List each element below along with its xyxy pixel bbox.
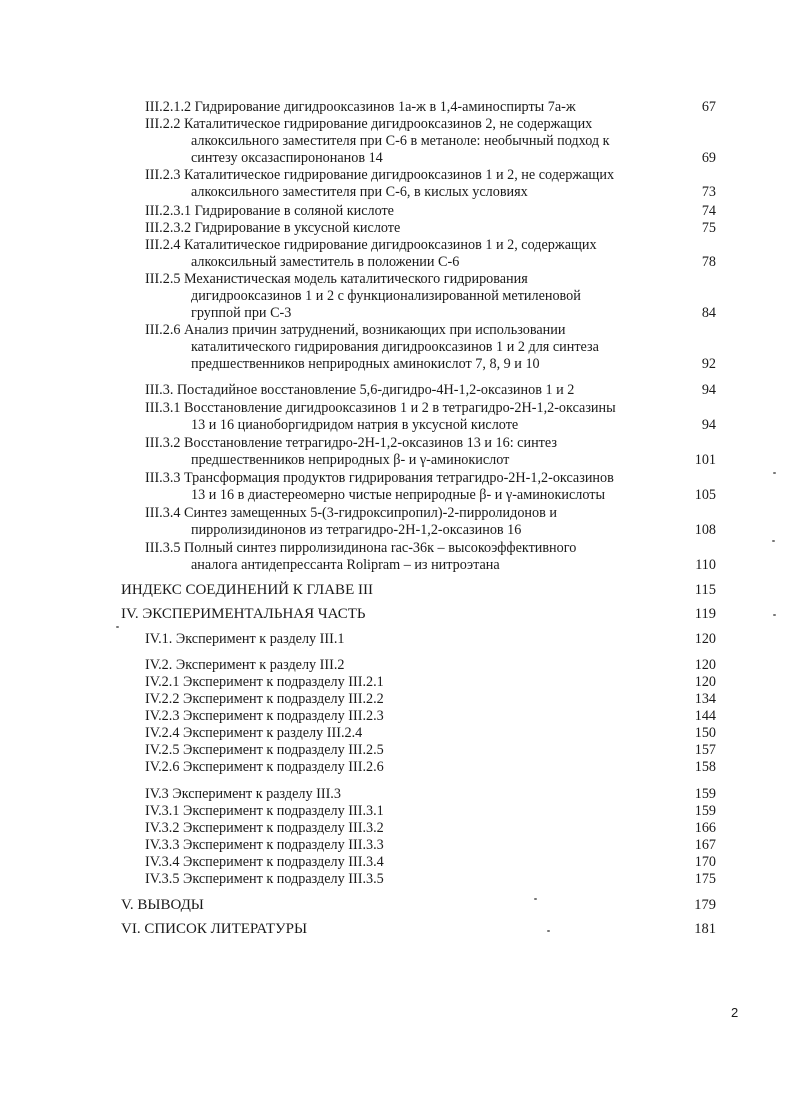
page-number: 2 xyxy=(731,1005,739,1020)
toc-entry-text: пирролизидинонов из тетрагидро-2H-1,2-оксазинов 16 xyxy=(191,522,522,538)
toc-entry-text: IV.2.3 Эксперимент к подразделу III.2.3 xyxy=(145,708,384,724)
toc-entry-page: 120 xyxy=(694,674,716,690)
toc-entry-text: III.3.3 Трансформация продуктов гидрирования тетрагидро-2H-1,2-оксазинов xyxy=(145,470,614,486)
toc-entry-text: алкоксильного заместителя при С-6, в кислых условиях xyxy=(191,184,528,200)
toc-entry-text: IV.2.2 Эксперимент к подразделу III.2.2 xyxy=(145,691,384,707)
scan-speck xyxy=(534,898,537,900)
toc-entry-text: IV. ЭКСПЕРИМЕНТАЛЬНАЯ ЧАСТЬ xyxy=(121,606,366,622)
scan-speck xyxy=(772,540,775,542)
toc-entry-page: 101 xyxy=(694,452,716,468)
toc-entry-page: 120 xyxy=(694,657,716,673)
toc-entry-text: III.2.3 Каталитическое гидрирование дигидрооксазинов 1 и 2, не содержащих xyxy=(145,167,615,183)
toc-entry-page: 115 xyxy=(694,582,716,598)
toc-entry-page: 110 xyxy=(695,557,716,573)
toc-entry-page: 105 xyxy=(694,487,716,503)
toc-entry-text: предшественников неприродных β- и γ-аминокислот xyxy=(191,452,510,468)
toc-entry-text: IV.3.2 Эксперимент к подразделу III.3.2 xyxy=(145,820,384,836)
toc-entry-page: 74 xyxy=(701,203,716,219)
toc-entry-text: IV.2.5 Эксперимент к подразделу III.2.5 xyxy=(145,742,384,758)
toc-entry-page: 144 xyxy=(694,708,716,724)
toc-entry-page: 94 xyxy=(701,417,716,433)
toc-entry-page: 119 xyxy=(694,606,716,622)
toc-entry-page: 134 xyxy=(694,691,716,707)
toc-entry-text: IV.3.5 Эксперимент к подразделу III.3.5 xyxy=(145,871,384,887)
toc-entry-page: 181 xyxy=(694,921,716,937)
toc-entry-page: 179 xyxy=(694,897,716,913)
toc-entry-text: III.2.3.1 Гидрирование в соляной кислоте xyxy=(145,203,394,219)
toc-entry-text: IV.2. Эксперимент к разделу III.2 xyxy=(145,657,345,673)
toc-entry-text: IV.2.1 Эксперимент к подразделу III.2.1 xyxy=(145,674,384,690)
toc-entry-page: 94 xyxy=(701,382,716,398)
toc-entry-text: синтезу оксазаспирононанов 14 xyxy=(191,150,383,166)
toc-entry-text: III.2.2 Каталитическое гидрирование дигидрооксазинов 2, не содержащих xyxy=(145,116,593,132)
toc-entry-text: III.3.5 Полный синтез пирролизидинона rac-36к – высокоэффективного xyxy=(145,540,577,556)
toc-entry-page: 159 xyxy=(694,803,716,819)
toc-entry-page: 157 xyxy=(694,742,716,758)
toc-entry-text: V. ВЫВОДЫ xyxy=(121,897,204,913)
toc-entry-text: III.3.2 Восстановление тетрагидро-2H-1,2-оксазинов 13 и 16: синтез xyxy=(145,435,557,451)
toc-entry-text: предшественников неприродных аминокислот 7, 8, 9 и 10 xyxy=(191,356,540,372)
toc-entry-text: III.2.3.2 Гидрирование в уксусной кислоте xyxy=(145,220,401,236)
toc-entry-page: 67 xyxy=(701,99,716,115)
toc-entry-text: III.2.6 Анализ причин затруднений, возникающих при использовании xyxy=(145,322,566,338)
toc-entry-text: III.2.1.2 Гидрирование дигидрооксазинов 1а-ж в 1,4-аминоспирты 7а-ж xyxy=(145,99,576,115)
toc-entry-text: каталитического гидрирования дигидрооксазинов 1 и 2 для синтеза xyxy=(191,339,599,355)
toc-entry-text: алкоксильный заместитель в положении С-6 xyxy=(191,254,460,270)
scan-speck xyxy=(547,930,550,932)
toc-entry-text: III.2.4 Каталитическое гидрирование дигидрооксазинов 1 и 2, содержащих xyxy=(145,237,597,253)
toc-entry-text: III.3. Постадийное восстановление 5,6-дигидро-4H-1,2-оксазинов 1 и 2 xyxy=(145,382,575,398)
toc-entry-text: 13 и 16 в диастереомерно чистые неприродные β- и γ-аминокислоты xyxy=(191,487,605,503)
scan-speck xyxy=(773,614,776,616)
toc-entry-page: 73 xyxy=(701,184,716,200)
scan-speck xyxy=(773,472,776,474)
toc-entry-text: аналога антидепрессанта Rolipram – из нитроэтана xyxy=(191,557,500,573)
toc-entry-text: IV.2.4 Эксперимент к разделу III.2.4 xyxy=(145,725,363,741)
toc-entry-page: 92 xyxy=(701,356,716,372)
toc-entry-page: 75 xyxy=(701,220,716,236)
toc-entry-text: IV.1. Эксперимент к разделу III.1 xyxy=(145,631,345,647)
toc-entry-text: алкоксильного заместителя при С-6 в метаноле: необычный подход к xyxy=(191,133,610,149)
toc-entry-page: 158 xyxy=(694,759,716,775)
toc-entry-page: 108 xyxy=(694,522,716,538)
toc-entry-page: 167 xyxy=(694,837,716,853)
toc-entry-text: IV.2.6 Эксперимент к подразделу III.2.6 xyxy=(145,759,384,775)
toc-entry-page: 84 xyxy=(701,305,716,321)
toc-entry-text: III.2.5 Механистическая модель каталитического гидрирования xyxy=(145,271,528,287)
toc-entry-page: 175 xyxy=(694,871,716,887)
toc-entry-page: 166 xyxy=(694,820,716,836)
toc-entry-text: IV.3.3 Эксперимент к подразделу III.3.3 xyxy=(145,837,384,853)
toc-entry-page: 78 xyxy=(701,254,716,270)
toc-entry-text: дигидрооксазинов 1 и 2 с функционализированной метиленовой xyxy=(191,288,581,304)
toc-entry-text: 13 и 16 цианоборгидридом натрия в уксусной кислоте xyxy=(191,417,519,433)
toc-entry-text: IV.3 Эксперимент к разделу III.3 xyxy=(145,786,341,802)
toc-entry-page: 69 xyxy=(701,150,716,166)
toc-entry-page: 170 xyxy=(694,854,716,870)
toc-entry-page: 120 xyxy=(694,631,716,647)
toc-entry-text: IV.3.4 Эксперимент к подразделу III.3.4 xyxy=(145,854,384,870)
scan-speck xyxy=(116,626,119,628)
toc-entry-text: группой при С-3 xyxy=(191,305,292,321)
toc-entry-text: IV.3.1 Эксперимент к подразделу III.3.1 xyxy=(145,803,384,819)
toc-entry-page: 150 xyxy=(694,725,716,741)
toc-entry-text: III.3.1 Восстановление дигидрооксазинов 1 и 2 в тетрагидро-2H-1,2-оксазины xyxy=(145,400,616,416)
toc-entry-text: VI. СПИСОК ЛИТЕРАТУРЫ xyxy=(121,921,308,937)
toc-entry-text: III.3.4 Синтез замещенных 5-(3-гидроксипропил)-2-пирролидонов и xyxy=(145,505,557,521)
toc-entry-page: 159 xyxy=(694,786,716,802)
toc-entry-text: ИНДЕКС СОЕДИНЕНИЙ К ГЛАВЕ III xyxy=(121,582,373,598)
